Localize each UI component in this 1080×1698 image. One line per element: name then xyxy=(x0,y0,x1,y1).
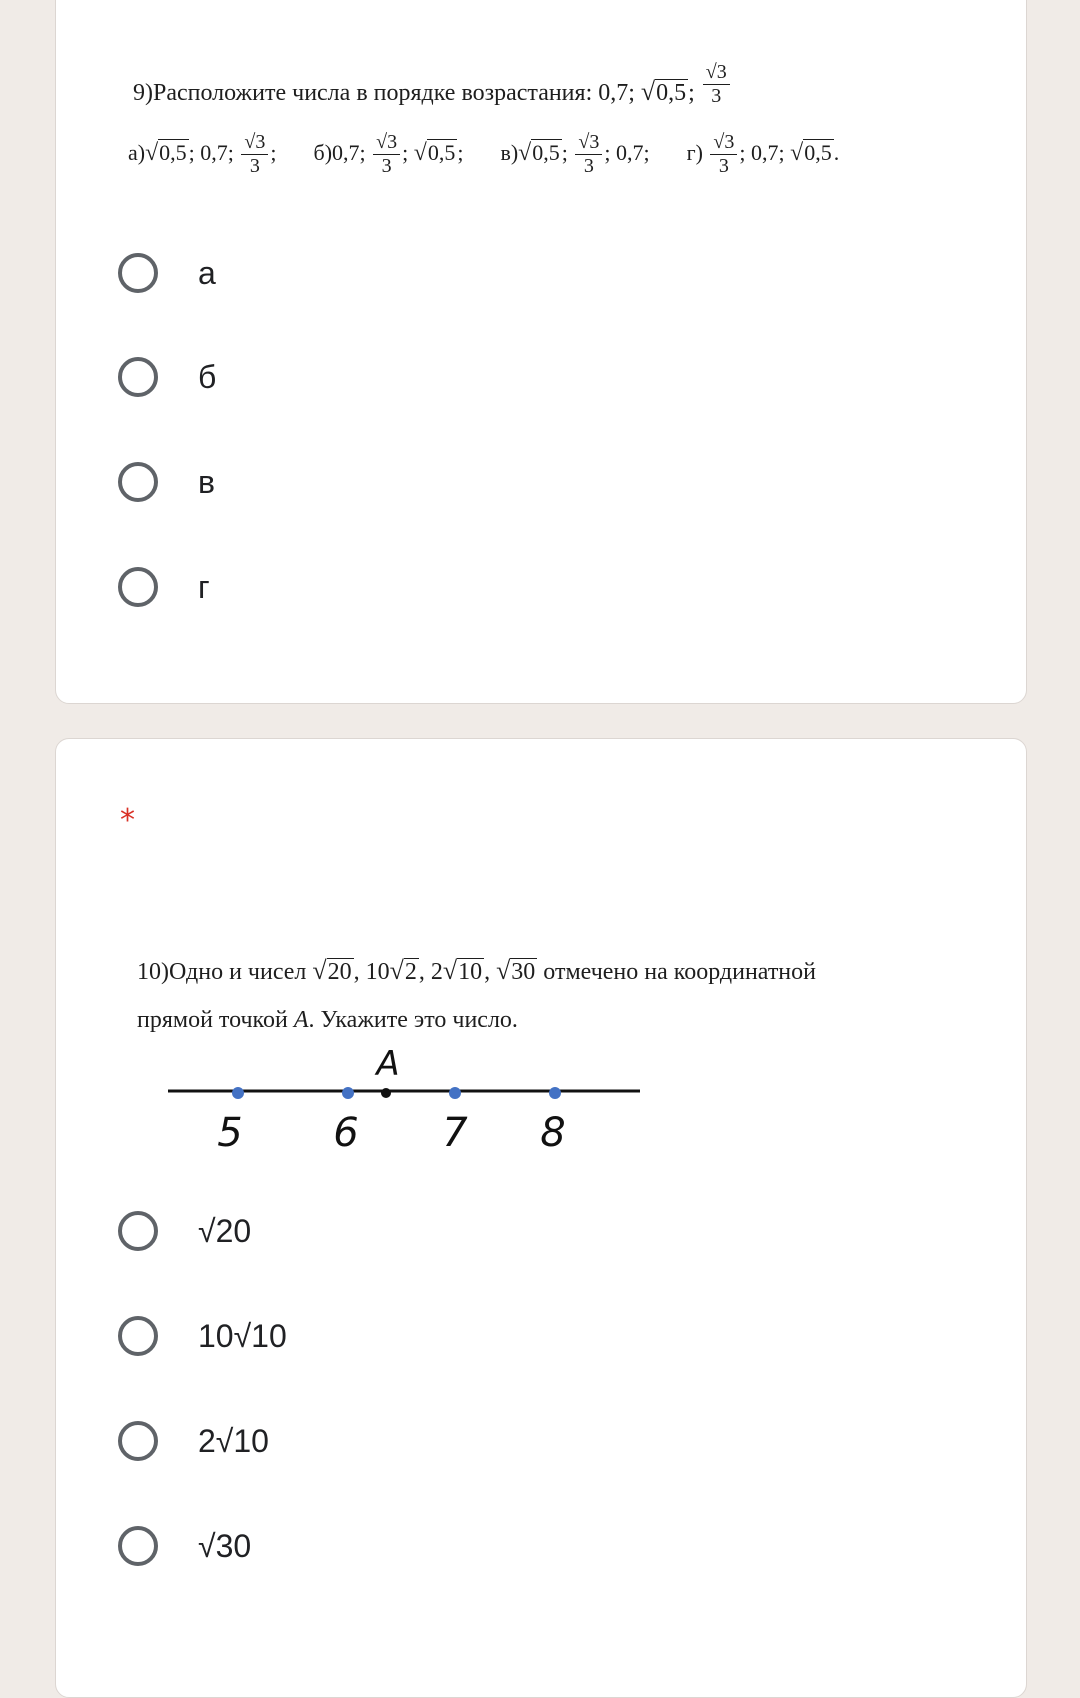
required-mark: * xyxy=(120,803,135,838)
answer-option-sqrt20[interactable] xyxy=(118,1203,251,1259)
point-a-label: A xyxy=(376,1044,400,1084)
answer-label: а xyxy=(198,254,216,291)
answer-label: б xyxy=(198,358,217,395)
question-9-text: 9)Расположите числа в порядке возрастания: 0,7; xyxy=(133,80,635,107)
tick-label-5: 5 xyxy=(217,1110,243,1150)
answer-label: √20 xyxy=(198,1212,252,1249)
question-9-options xyxy=(128,132,839,177)
tick-6-dot xyxy=(342,1087,354,1099)
radio-button[interactable] xyxy=(118,357,158,397)
tick-5-dot xyxy=(232,1087,244,1099)
tick-7-dot xyxy=(449,1087,461,1099)
sqrt-20: √20 xyxy=(312,956,352,985)
answer-option-a[interactable] xyxy=(118,245,216,301)
tick-label-7: 7 xyxy=(442,1110,468,1150)
answer-option-10sqrt10[interactable] xyxy=(118,1308,287,1364)
answer-option-2sqrt10[interactable] xyxy=(118,1413,269,1469)
answer-label: г xyxy=(198,568,210,605)
option-v-text: в)√0,5; $\frac{√3}{3}$ ; 0,7; xyxy=(500,131,650,177)
radio-button[interactable] xyxy=(118,1211,158,1251)
answer-option-v[interactable] xyxy=(118,454,215,510)
option-a-text: а)√0,5; 0,7; $\frac{√3}{3}$ ; xyxy=(128,131,277,177)
option-b-text: б)0,7; $\frac{√3}{3}$ ; √0,5; xyxy=(313,131,464,177)
radio-button[interactable] xyxy=(118,1421,158,1461)
tick-8-dot xyxy=(549,1087,561,1099)
sqrt-30: √30 xyxy=(496,956,536,985)
answer-option-sqrt30[interactable] xyxy=(118,1518,251,1574)
answer-label: √30 xyxy=(198,1527,252,1564)
tick-label-6: 6 xyxy=(333,1110,359,1150)
radio-button[interactable] xyxy=(118,1316,158,1356)
sqrt-0-5: √0,5 xyxy=(640,77,687,107)
answer-label: 2√10 xyxy=(198,1422,269,1459)
sqrt-2: √2 xyxy=(389,956,417,985)
radio-button[interactable] xyxy=(118,567,158,607)
frac-sqrt3-over-3: $\frac{√3}{3}$ xyxy=(703,62,730,107)
question-9-title: 9)Расположите числа в порядке возрастания: 0,7; √0,5; $\frac{√3}{3}$ xyxy=(133,72,732,117)
point-a-dot xyxy=(381,1088,391,1098)
answer-option-b[interactable] xyxy=(118,349,216,405)
sqrt-10: √10 xyxy=(442,956,483,985)
answer-label: в xyxy=(198,463,215,500)
number-line xyxy=(160,1040,650,1150)
answer-label: 10√10 xyxy=(198,1317,287,1354)
radio-button[interactable] xyxy=(118,1526,158,1566)
option-g-text: г) $\frac{√3}{3}$ ; 0,7; √0,5. xyxy=(686,131,840,177)
radio-button[interactable] xyxy=(118,253,158,293)
radio-button[interactable] xyxy=(118,462,158,502)
tick-label-8: 8 xyxy=(540,1110,566,1150)
answer-option-g[interactable] xyxy=(118,559,210,615)
question-10-line-1: 10)Одно и чисел √20, 10√2, 2√10, √30 отмечено на координатной xyxy=(137,956,816,985)
question-10-line-2: прямой точкой A. Укажите это число. xyxy=(137,1007,518,1033)
